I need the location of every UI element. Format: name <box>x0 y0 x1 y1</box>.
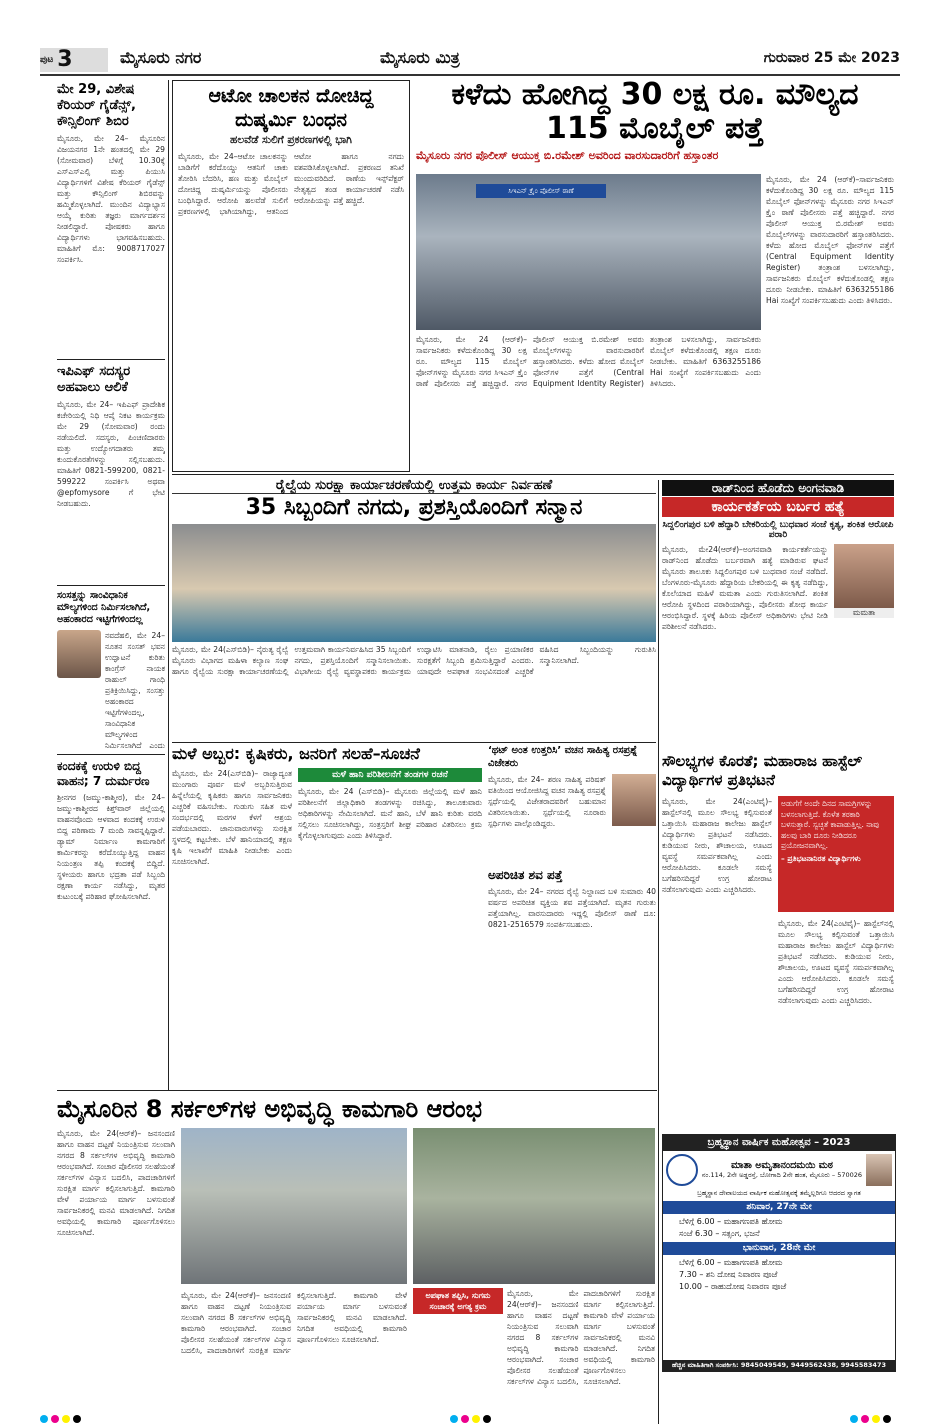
hostel-quote: ಅಡುಗೆಗೆ ಅಂದೇ ದಿನದ ಸಾಮಗ್ರಿಗಳನ್ನು ಬಳಸಲಾಗುತ್ತಿದೆ. ಕೊಳೆತ ತರಕಾರಿ ಬಳಸುತ್ತಾರೆ. ಸ್ವಚ್ಛತೆ ಕಾಪಾಡುತ್ತಿಲ್ಲ. ನಾವು ಹಲವು ಬಾರಿ ದೂರು ನೀಡಿದರೂ ಪ್ರಯೋಜನವಾಗಿಲ್ಲ. <box>781 799 880 850</box>
ad-org: ಮಾತಾ ಅಮೃತಾನಂದಮಯಿ ಮಠ <box>731 1160 833 1171</box>
rain-story <box>172 744 482 944</box>
mobile-body-cont: ಮೈಸೂರು, ಮೇ 24 (ಆರ್‌ಕೆ)–ಸಾರ್ವಜನಿಕರು ಕಳೆದುಕೊಂಡಿದ್ದ 30 ಲಕ್ಷ ರೂ. ಮೌಲ್ಯದ 115 ಮೊಬೈಲ್ ಫೋನ್‌ಗಳನ್ನು ಮೈಸೂರು ನಗರ ಸಿಇಎನ್ ಕ್ರೈಂ ಠಾಣೆ ಪೊಲೀಸರು ಪತ್ತೆ ಹಚ್ಚಿದ್ದಾರೆ. ನಗರ ಪೊಲೀಸ್ ಆಯುಕ್ತ ಬಿ.ರಮೇಶ್ ಅವರು ಮೊಬೈಲ್‌ಗಳನ್ನು ವಾರಸುದಾರರಿಗೆ ಹಸ್ತಾಂತರಿಸಿದರು. ಕಳೆದು ಹೋದ ಮೊಬೈಲ್ ಫೋನ್‌ಗಳ ಪತ್ತೆಗೆ (Central Equipment Identity Register) ತಂತ್ರಾಂಶ ಬಳಸಲಾಗಿದ್ದು, ಸಾರ್ವಜನಿಕರು ಮೊಬೈಲ್ ಕಳೆದುಕೊಂಡಲ್ಲಿ ತಕ್ಷಣ ದೂರು ನೀಡಬೇಕು. ಮಾಹಿತಿಗೆ 6363255186 Hai ಸಂಖ್ಯೆಗೆ ಸಂಪರ್ಕಿಸಬಹುದು ಎಂದು ತಿಳಿಸಿದರು. <box>766 175 894 305</box>
accident-headline: ಕಂದಕಕ್ಕೆ ಉರುಳಿ ಬಿದ್ದ ವಾಹನ; 7 ದುರ್ಮರಣ <box>57 759 150 788</box>
epf-body: ಮೈಸೂರು, ಮೇ 24– ಇಪಿಎಫ್ ಪ್ರಾದೇಶಿಕ ಕಚೇರಿಯಲ್ಲಿ ನಿಧಿ ಆಪ್ಕೆ ನಿಕಟ ಕಾರ್ಯಕ್ರಮ ಮೇ 29 (ಸೋಮವಾರ) ರಂದು ನಡೆಯಲಿದೆ. ಸದಸ್ಯರು, ಪಿಂಚಣಿದಾರರು ಮತ್ತು ಉದ್ಯೋಗದಾತರು ತಮ್ಮ ಕುಂದುಕೊರತೆಗಳನ್ನು ಸಲ್ಲಿಸಬಹುದು. ಮಾಹಿತಿಗೆ 0821-599200, 0821-599222 ಸಂಪರ್ಕಿಸಿ ಅಥವಾ @epfomysore ಗೆ ಭೇಟಿ ನೀಡಬಹುದು. <box>57 400 165 508</box>
section-title: ಮೈಸೂರು ನಗರ <box>120 48 202 67</box>
career-body: ಮೈಸೂರು, ಮೇ 24– ಮೈಸೂರಿನ ವಿಜಯನಗರ 1ನೇ ಹಂತದಲ್ಲಿ ಮೇ 29 (ಸೋಮವಾರ) ಬೆಳಿಗ್ಗೆ 10.30ಕ್ಕೆ ಎಸ್ಎಸ್ಎಲ್ಸಿ ಮತ್ತು ಪಿಯುಸಿ ವಿದ್ಯಾರ್ಥಿಗಳಿಗೆ ವಿಶೇಷ ಕೆರಿಯರ್ ಗೈಡೆನ್ಸ್ ಮತ್ತು ಕೌನ್ಸಿಲಿಂಗ್ ಶಿಬಿರವನ್ನು ಹಮ್ಮಿಕೊಳ್ಳಲಾಗಿದೆ. ಮುಂದಿನ ವಿದ್ಯಾಭ್ಯಾಸ ಆಯ್ಕೆ ಕುರಿತು ತಜ್ಞರು ಮಾರ್ಗದರ್ಶನ ನೀಡಲಿದ್ದಾರೆ. ಪೋಷಕರು ಹಾಗೂ ವಿದ್ಯಾರ್ಥಿಗಳು ಭಾಗವಹಿಸಬಹುದು. ಮಾಹಿತಿಗೆ ಮೊ: 9008717027 ಸಂಪರ್ಕಿಸಿ. <box>57 134 165 264</box>
anganwadi-story <box>662 480 894 748</box>
hostel-headline: ಸೌಲಭ್ಯಗಳ ಕೊರತೆ; ಮಹಾರಾಜ ಹಾಸ್ಟೆಲ್ ವಿದ್ಯಾರ್ಥಿಗಳ ಪ್ರತಿಭಟನೆ <box>662 752 863 789</box>
hostel-quote-box <box>778 796 894 912</box>
registration-marks-right <box>850 1408 894 1427</box>
amma-photo <box>866 1154 892 1186</box>
ad-day1-row: ಸಂಜೆ 6.30 – ಸತ್ಸಂಗ, ಭಜನೆ <box>679 1229 760 1238</box>
circles-red-box: ಅಪಘಾತ ತಪ್ಪಿಸಿ, ಸುಗಮ ಸಂಚಾರಕ್ಕೆ ಅಗತ್ಯ ಕ್ರಮ <box>413 1288 503 1314</box>
rain-headline: ಮಳೆ ಅಬ್ಬರ: ಕೃಷಿಕರು, ಜನರಿಗೆ ಸಲಹೆ–ಸೂಚನೆ <box>172 744 420 763</box>
auto-story <box>172 80 410 472</box>
ad-day1-schedule <box>663 1214 895 1242</box>
mobile-story <box>416 78 894 478</box>
hostel-quote-by: – ಪ್ರತಿಭಟನಾನಿರತ ವಿದ್ಯಾರ್ಥಿಗಳು <box>781 853 861 863</box>
page-label: ಪುಟ <box>40 55 54 65</box>
page-number: 3 <box>57 48 73 72</box>
railway-photo <box>172 524 656 642</box>
issue-date: ಗುರುವಾರ 25 ಮೇ 2023 <box>763 50 900 66</box>
unknown-body: ಮೈಸೂರು, ಮೇ 24– ನಗರದ ರೈಲ್ವೆ ನಿಲ್ದಾಣದ ಬಳಿ ಸುಮಾರು 40 ವರ್ಷದ ಅಪರಿಚಿತ ವ್ಯಕ್ತಿಯ ಶವ ಪತ್ತೆಯಾಗಿದೆ. ಮೃತನ ಗುರುತು ಪತ್ತೆಯಾಗಿಲ್ಲ. ವಾರಸುದಾರರು ಇದ್ದಲ್ಲಿ ಪೊಲೀಸ್ ಠಾಣೆ ದೂ: 0821-2516579 ಸಂಪರ್ಕಿಸಬಹುದು. <box>488 887 656 929</box>
anganwadi-body-text: ಮೈಸೂರು, ಮೇ24(ಆರ್‌ಕೆ)–ಅಂಗನವಾಡಿ ಕಾರ್ಯಕರ್ತೆಯನ್ನು ರಾಡ್‌ನಿಂದ ಹೊಡೆದು ಬರ್ಬರವಾಗಿ ಹತ್ಯೆ ಮಾಡಿರುವ ಘಟನೆ ಮೈಸೂರು ತಾಲೂಕು ಸಿದ್ದಲಿಂಗಪುರ ಬಳಿ ಬುಧವಾರ ಸಂಜೆ ನಡೆದಿದೆ. ಬೆಂಗಳೂರು-ಮೈಸೂರು ಹೆದ್ದಾರಿಯ ಬೇಕರಿಯಲ್ಲಿ ಈ ಕೃತ್ಯ ನಡೆದಿದ್ದು, ಕೊಲೆಯಾದ ಮಹಿಳೆ ಮಮತಾ ಎಂದು ಗುರುತಿಸಲಾಗಿದೆ. ಶಂಕಿತ ಆರೋಪಿ ಸ್ಥಳದಿಂದ ಪರಾರಿಯಾಗಿದ್ದು, ಪೊಲೀಸರು ಶೋಧ ಕಾರ್ಯ ಆರಂಭಿಸಿದ್ದಾರೆ. ಸ್ಥಳಕ್ಕೆ ಹಿರಿಯ ಪೊಲೀಸ್ ಅಧಿಕಾರಿಗಳು ಭೇಟಿ ನೀಡಿ ಪರಿಶೀಲನೆ ನಡೆಸಿದರು. <box>662 545 828 631</box>
award-body: ಮೈಸೂರು, ಮೇ 24– ಶರಣ ಸಾಹಿತ್ಯ ಪರಿಷತ್ ವತಿಯಿಂದ ಆಯೋಜಿಸಿದ್ದ ವಚನ ಸಾಹಿತ್ಯ ರಸಪ್ರಶ್ನೆ ಸ್ಪರ್ಧೆಯಲ್ಲಿ ವಿಜೇತರಾದವರಿಗೆ ಬಹುಮಾನ ವಿತರಿಸಲಾಯಿತು. ಸ್ಪರ್ಧೆಯಲ್ಲಿ ನೂರಾರು ಸ್ಪರ್ಧಿಗಳು ಪಾಲ್ಗೊಂಡಿದ್ದರು. <box>488 775 606 828</box>
hostel-story <box>662 752 894 1124</box>
anganwadi-kicker: ರಾಡ್‌ನಿಂದ ಹೊಡೆದು ಅಂಗನವಾಡಿ <box>662 480 894 496</box>
left-column <box>57 82 165 1012</box>
anganwadi-subhead: ಸಿದ್ದಲಿಂಗಪುರ ಬಳಿ ಹೆದ್ದಾರಿ ಬೇಕರಿಯಲ್ಲಿ ಬುಧವಾರ ಸಂಜೆ ಕೃತ್ಯ, ಶಂಕಿತ ಆರೋಪಿ ಪರಾರಿ <box>662 520 894 540</box>
ad-day1-row: ಬೆಳಿಗ್ಗೆ 6.00 – ಮಹಾಗಣಪತಿ ಹೋಮ <box>679 1217 783 1226</box>
mobile-photo-banner: ಸಿಇಎನ್ ಕ್ರೈಂ ಪೊಲೀಸ್ ಠಾಣೆ <box>476 184 606 198</box>
circle-photo-1 <box>181 1128 407 1284</box>
circles-headline: ಮೈಸೂರಿನ 8 ಸರ್ಕಲ್‌ಗಳ ಅಭಿವೃದ್ಧಿ ಕಾಮಗಾರಿ ಆರಂಭ <box>57 1095 483 1123</box>
railway-story <box>172 478 656 740</box>
victim-caption: ಮಮತಾ <box>834 608 894 618</box>
rahul-photo <box>57 630 101 678</box>
ad-day2-schedule <box>663 1255 895 1295</box>
accident-body: ಶ್ರೀನಗರ (ಜಮ್ಮು-ಕಾಶ್ಮೀರ), ಮೇ 24– ಜಮ್ಮು-ಕಾಶ್ಮೀರದ ಕಿಶ್ತ್‌ವಾರ್ ಜಿಲ್ಲೆಯಲ್ಲಿ ವಾಹನವೊಂದು ಆಳವಾದ ಕಂದಕಕ್ಕೆ ಉರುಳಿ ಬಿದ್ದ ಪರಿಣಾಮ 7 ಮಂದಿ ಸಾವನ್ನಪ್ಪಿದ್ದಾರೆ. ಡ್ಯಾಮ್ ನಿರ್ಮಾಣ ಕಾಮಗಾರಿಗೆ ಕಾರ್ಮಿಕರನ್ನು ಕರೆದೊಯ್ಯುತ್ತಿದ್ದ ವಾಹನ ನಿಯಂತ್ರಣ ತಪ್ಪಿ ಕಂದಕಕ್ಕೆ ಬಿದ್ದಿದೆ. ಸ್ಥಳೀಯರು ಹಾಗೂ ಭದ್ರತಾ ಪಡೆ ಸಿಬ್ಬಂದಿ ರಕ್ಷಣಾ ಕಾರ್ಯ ನಡೆಸಿದ್ದು, ಮೃತರ ಕುಟುಂಬಕ್ಕೆ ಪರಿಹಾರ ಘೋಷಿಸಲಾಗಿದೆ. <box>57 793 165 901</box>
award-story <box>488 744 656 864</box>
railway-body: ಮೈಸೂರು, ಮೇ 24(ಎಸ್‌ಬಿಡಿ)– ನೈರುತ್ಯ ರೈಲ್ವೆ ಮೈಸೂರು ವಿಭಾಗದ ಮಹಿಳಾ ಕಲ್ಯಾಣ ಸಂಘ ಹಾಗೂ ರೈಲ್ವೆಯ ಸುರಕ್ಷಾ ಕಾರ್ಯಾಚರಣೆಯಲ್ಲಿ ಉತ್ತಮವಾಗಿ ಕಾರ್ಯನಿರ್ವಹಿಸಿದ 35 ಸಿಬ್ಬಂದಿಗೆ ನಗದು, ಪ್ರಶಸ್ತಿಯೊಂದಿಗೆ ಸನ್ಮಾನಿಸಲಾಯಿತು. ವಿಭಾಗೀಯ ರೈಲ್ವೆ ವ್ಯವಸ್ಥಾಪಕರು ಕಾರ್ಯಕ್ರಮ ಉದ್ಘಾಟಿಸಿ ಮಾತನಾಡಿ, ರೈಲು ಪ್ರಯಾಣಿಕರ ಸುರಕ್ಷತೆಗೆ ಸಿಬ್ಬಂದಿ ಶ್ರಮಿಸುತ್ತಿದ್ದಾರೆ ಎಂದರು. ಯಾವುದೇ ಅಪಘಾತ ಸಂಭವಿಸದಂತೆ ಎಚ್ಚರಿಕೆ ವಹಿಸಿದ ಸಿಬ್ಬಂದಿಯನ್ನು ಗುರುತಿಸಿ ಸನ್ಮಾನಿಸಲಾಗಿದೆ. <box>172 645 656 676</box>
ad-day2: ಭಾನುವಾರ, 28ನೇ ಮೇ <box>663 1242 895 1255</box>
rain-banner: ಮಳೆ ಹಾನಿ ಪರಿಶೀಲನೆಗೆ ತಂಡಗಳ ರಚನೆ <box>298 768 482 782</box>
rain-body-right: ಮೈಸೂರು, ಮೇ 24 (ಎಸ್‌ಬಿಡಿ)– ಮೈಸೂರು ಜಿಲ್ಲೆಯಲ್ಲಿ ಮಳೆ ಹಾನಿ ಪರಿಶೀಲನೆಗೆ ಜಿಲ್ಲಾಧಿಕಾರಿ ತಂಡಗಳನ್ನು ರಚಿಸಿದ್ದು, ತಾಲೂಕುವಾರು ಅಧಿಕಾರಿಗಳನ್ನು ನೇಮಿಸಲಾಗಿದೆ. ಮನೆ ಹಾನಿ, ಬೆಳೆ ಹಾನಿ ಕುರಿತು ವರದಿ ಸಲ್ಲಿಸಲು ಸೂಚಿಸಲಾಗಿದ್ದು, ಸಂತ್ರಸ್ತರಿಗೆ ಶೀಘ್ರ ಪರಿಹಾರ ವಿತರಿಸಲು ಕ್ರಮ ಕೈಗೊಳ್ಳಲಾಗುವುದು ಎಂದು ತಿಳಿಸಿದ್ದಾರೆ. <box>298 787 482 840</box>
mobile-headline: ಕಳೆದು ಹೋಗಿದ್ದ 30 ಲಕ್ಷ ರೂ. ಮೌಲ್ಯದ 115 ಮೊಬೈಲ್ ಪತ್ತೆ <box>451 78 859 146</box>
registration-marks-center <box>450 1408 494 1427</box>
railway-kicker: ರೈಲ್ವೆಯ ಸುರಕ್ಷಾ ಕಾರ್ಯಾಚರಣೆಯಲ್ಲಿ ಉತ್ತಮ ಕಾರ್ಯ ನಿರ್ವಹಣೆ <box>172 478 656 494</box>
anganwadi-body <box>662 544 892 744</box>
auto-subhead: ಹಲವೆಡೆ ಸುಲಿಗೆ ಪ್ರಕರಣಗಳಲ್ಲಿ ಭಾಗಿ <box>230 134 352 146</box>
auto-body: ಮೈಸೂರು, ಮೇ 24–ಆಟೋ ಚಾಲಕನನ್ನು ಬಾಡಿಗೆಗೆ ಕರೆದೊಯ್ದು ಆತನಿಗೆ ಚಾಕು ತೋರಿಸಿ ಬೆದರಿಸಿ, ಹಣ ಮತ್ತು ಮೊಬೈಲ್ ದೋಚಿದ್ದ ದುಷ್ಕರ್ಮಿಯನ್ನು ಪೊಲೀಸರು ಬಂಧಿಸಿದ್ದಾರೆ. ಆರೋಪಿ ಹಲವೆಡೆ ಸುಲಿಗೆ ಪ್ರಕರಣಗಳಲ್ಲಿ ಭಾಗಿಯಾಗಿದ್ದು, ಆತನಿಂದ ಆಟೋ ಹಾಗೂ ನಗದು ವಶಪಡಿಸಿಕೊಳ್ಳಲಾಗಿದೆ. ಪ್ರಕರಣದ ತನಿಖೆ ಮುಂದುವರಿದಿದೆ. ಠಾಣೆಯ ಇನ್ಸ್‌ಪೆಕ್ಟರ್ ನೇತೃತ್ವದ ತಂಡ ಕಾರ್ಯಾಚರಣೆ ನಡೆಸಿ ಆರೋಪಿಯನ್ನು ಪತ್ತೆ ಹಚ್ಚಿದೆ. <box>178 152 404 216</box>
masthead: ಮೈಸೂರು ಮಿತ್ರ <box>380 48 460 67</box>
ad-title: ಬ್ರಹ್ಮಸ್ಥಾನ ವಾರ್ಷಿಕ ಮಹೋತ್ಸವ – 2023 <box>663 1135 895 1151</box>
circles-body-cont2: ಮೈಸೂರು, ಮೇ 24(ಆರ್‌ಕೆ)– ಜನಸಂದಣಿ ಹಾಗೂ ವಾಹನ ದಟ್ಟಣೆ ನಿಯಂತ್ರಿಸುವ ಸಲುವಾಗಿ ನಗರದ 8 ಸರ್ಕಲ್‌ಗಳ ಅಭಿವೃದ್ಧಿ ಕಾಮಗಾರಿ ಆರಂಭವಾಗಿದೆ. ಸಂಚಾರ ಪೊಲೀಸರ ಸಲಹೆಯಂತೆ ಸರ್ಕಲ್‌ಗಳ ವಿನ್ಯಾಸ ಬದಲಿಸಿ, ಪಾದಚಾರಿಗಳಿಗೆ ಸುರಕ್ಷಿತ ಮಾರ್ಗ ಕಲ್ಪಿಸಲಾಗುತ್ತಿದೆ. ಕಾಮಗಾರಿ ವೇಳೆ ಪರ್ಯಾಯ ಮಾರ್ಗ ಬಳಸುವಂತೆ ಸಾರ್ವಜನಿಕರಲ್ಲಿ ಮನವಿ ಮಾಡಲಾಗಿದೆ. ನಿಗದಿತ ಅವಧಿಯಲ್ಲಿ ಕಾಮಗಾರಿ ಪೂರ್ಣಗೊಳಿಸಲು ಸೂಚಿಸಲಾಗಿದೆ. <box>507 1289 655 1386</box>
mobile-subhead: ಮೈಸೂರು ನಗರ ಪೊಲೀಸ್ ಆಯುಕ್ತ ಬಿ.ರಮೇಶ್ ಅವರಿಂದ ವಾರಸುದಾರರಿಗೆ ಹಸ್ತಾಂತರ <box>416 149 719 162</box>
hostel-body-cont: ಮೈಸೂರು, ಮೇ 24(ಎಂಟಿವೈ)– ಹಾಸ್ಟೆಲ್‌ನಲ್ಲಿ ಮೂಲ ಸೌಲಭ್ಯ ಕಲ್ಪಿಸುವಂತೆ ಒತ್ತಾಯಿಸಿ ಮಹಾರಾಜ ಕಾಲೇಜು ಹಾಸ್ಟೆಲ್ ವಿದ್ಯಾರ್ಥಿಗಳು ಪ್ರತಿಭಟನೆ ನಡೆಸಿದರು. ಕುಡಿಯುವ ನೀರು, ಶೌಚಾಲಯ, ಊಟದ ವ್ಯವಸ್ಥೆ ಸಮರ್ಪಕವಾಗಿಲ್ಲ ಎಂದು ಆರೋಪಿಸಿದರು. ಕೂಡಲೇ ಸಮಸ್ಯೆ ಬಗೆಹರಿಸದಿದ್ದರೆ ಉಗ್ರ ಹೋರಾಟ ನಡೆಸಲಾಗುವುದು ಎಂದು ಎಚ್ಚರಿಸಿದರು. <box>778 919 894 1005</box>
ad-invite: ಬ್ರಹ್ಮಸ್ಥಾನ ದೇವಾಲಯದ ವಾರ್ಷಿಕ ಮಹೋತ್ಸವಕ್ಕೆ ತಮ್ಮೆಲ್ಲರಿಗೂ ಆದರದ ಸ್ವಾಗತ <box>697 1189 861 1197</box>
circle-photo-2 <box>413 1128 655 1284</box>
rahul-headline: ಸಂಸತ್ತನ್ನು ಸಾಂವಿಧಾನಿಕ ಮೌಲ್ಯಗಳಿಂದ ನಿರ್ಮಿಸಲಾಗಿದೆ, ಅಹಂಕಾರದ ಇಟ್ಟಿಗೆಗಳಿಂದಲ್ಲ <box>57 590 151 625</box>
ad-day2-row: 10.00 – ರಾಹುದೋಷ ನಿವಾರಣ ಪೂಜೆ <box>679 1282 787 1291</box>
circles-story <box>57 1094 655 1410</box>
om-logo-icon <box>666 1154 698 1186</box>
career-headline: ಮೇ 29, ವಿಶೇಷ ಕೆರಿಯರ್ ಗೈಡೆನ್ಸ್, ಕೌನ್ಸಿಲಿಂಗ್ ಶಿಬಿರ <box>57 82 136 129</box>
ad-day2-row: 7.30 – ಶನಿ ದೋಷ ನಿವಾರಣ ಪೂಜೆ <box>679 1270 778 1279</box>
ad-address: ನಂ.114, 2ನೇ ಅಡ್ಡರಸ್ತೆ, ಬೋಗಾದಿ 2ನೇ ಹಂತ, ಮೈಸೂರು – 570026 <box>701 1171 863 1179</box>
circles-body: ಮೈಸೂರು, ಮೇ 24(ಆರ್‌ಕೆ)– ಜನಸಂದಣಿ ಹಾಗೂ ವಾಹನ ದಟ್ಟಣೆ ನಿಯಂತ್ರಿಸುವ ಸಲುವಾಗಿ ನಗರದ 8 ಸರ್ಕಲ್‌ಗಳ ಅಭಿವೃದ್ಧಿ ಕಾಮಗಾರಿ ಆರಂಭವಾಗಿದೆ. ಸಂಚಾರ ಪೊಲೀಸರ ಸಲಹೆಯಂತೆ ಸರ್ಕಲ್‌ಗಳ ವಿನ್ಯಾಸ ಬದಲಿಸಿ, ಪಾದಚಾರಿಗಳಿಗೆ ಸುರಕ್ಷಿತ ಮಾರ್ಗ ಕಲ್ಪಿಸಲಾಗುತ್ತಿದೆ. ಕಾಮಗಾರಿ ವೇಳೆ ಪರ್ಯಾಯ ಮಾರ್ಗ ಬಳಸುವಂತೆ ಸಾರ್ವಜನಿಕರಲ್ಲಿ ಮನವಿ ಮಾಡಲಾಗಿದೆ. ನಿಗದಿತ ಅವಧಿಯಲ್ಲಿ ಕಾಮಗಾರಿ ಪೂರ್ಣಗೊಳಿಸಲು ಸೂಚಿಸಲಾಗಿದೆ. <box>57 1129 175 1237</box>
mobile-body: ಮೈಸೂರು, ಮೇ 24 (ಆರ್‌ಕೆ)–ಸಾರ್ವಜನಿಕರು ಕಳೆದುಕೊಂಡಿದ್ದ 30 ಲಕ್ಷ ರೂ. ಮೌಲ್ಯದ 115 ಮೊಬೈಲ್ ಫೋನ್‌ಗಳನ್ನು ಮೈಸೂರು ನಗರ ಸಿಇಎನ್ ಕ್ರೈಂ ಠಾಣೆ ಪೊಲೀಸರು ಪತ್ತೆ ಹಚ್ಚಿದ್ದಾರೆ. ನಗರ ಪೊಲೀಸ್ ಆಯುಕ್ತ ಬಿ.ರಮೇಶ್ ಅವರು ಮೊಬೈಲ್‌ಗಳನ್ನು ವಾರಸುದಾರರಿಗೆ ಹಸ್ತಾಂತರಿಸಿದರು. ಕಳೆದು ಹೋದ ಮೊಬೈಲ್ ಫೋನ್‌ಗಳ ಪತ್ತೆಗೆ (Central Equipment Identity Register) ತಂತ್ರಾಂಶ ಬಳಸಲಾಗಿದ್ದು, ಸಾರ್ವಜನಿಕರು ಮೊಬೈಲ್ ಕಳೆದುಕೊಂಡಲ್ಲಿ ತಕ್ಷಣ ದೂರು ನೀಡಬೇಕು. ಮಾಹಿತಿಗೆ 6363255186 Hai ಸಂಖ್ಯೆಗೆ ಸಂಪರ್ಕಿಸಬಹುದು ಎಂದು ತಿಳಿಸಿದರು. <box>416 335 761 388</box>
registration-marks <box>40 1408 84 1427</box>
rahul-body: ನವದೆಹಲಿ, ಮೇ 24– ನೂತನ ಸಂಸತ್ ಭವನ ಉದ್ಘಾಟನೆ ಕುರಿತು ಕಾಂಗ್ರೆಸ್ ನಾಯಕ ರಾಹುಲ್ ಗಾಂಧಿ ಪ್ರತಿಕ್ರಿಯಿಸಿದ್ದು, ಸಂಸತ್ತು ಅಹಂಕಾರದ ಇಟ್ಟಿಗೆಗಳಿಂದಲ್ಲ, ಸಾಂವಿಧಾನಿಕ ಮೌಲ್ಯಗಳಿಂದ ನಿರ್ಮಿಸಲಾಗಿದೆ ಎಂದು <box>105 631 165 750</box>
award-headline: ‘ಥಟ್ ಅಂತ ಉತ್ತರಿಸಿ’ ವಚನ ಸಾಹಿತ್ಯ ರಸಪ್ರಶ್ನೆ ವಿಜೇತರು <box>488 745 638 769</box>
anganwadi-headline: ಕಾರ್ಯಕರ್ತೆಯ ಬರ್ಬರ ಹತ್ಯೆ <box>662 497 894 517</box>
epf-headline: ಇಪಿಎಫ್ ಸದಸ್ಯರ ಅಹವಾಲು ಆಲಿಕೆ <box>57 364 131 395</box>
unknown-headline: ಅಪರಿಚಿತ ಶವ ಪತ್ತೆ <box>488 868 563 882</box>
winner-photo <box>612 774 656 826</box>
brahmasthana-ad <box>662 1134 896 1372</box>
page-header <box>40 46 900 76</box>
railway-headline: 35 ಸಿಬ್ಬಂದಿಗೆ ನಗದು, ಪ್ರಶಸ್ತಿಯೊಂದಿಗೆ ಸನ್ಮಾನ <box>245 495 583 520</box>
unknown-body-story <box>488 868 656 1008</box>
circles-body-cont: ಮೈಸೂರು, ಮೇ 24(ಆರ್‌ಕೆ)– ಜನಸಂದಣಿ ಹಾಗೂ ವಾಹನ ದಟ್ಟಣೆ ನಿಯಂತ್ರಿಸುವ ಸಲುವಾಗಿ ನಗರದ 8 ಸರ್ಕಲ್‌ಗಳ ಅಭಿವೃದ್ಧಿ ಕಾಮಗಾರಿ ಆರಂಭವಾಗಿದೆ. ಸಂಚಾರ ಪೊಲೀಸರ ಸಲಹೆಯಂತೆ ಸರ್ಕಲ್‌ಗಳ ವಿನ್ಯಾಸ ಬದಲಿಸಿ, ಪಾದಚಾರಿಗಳಿಗೆ ಸುರಕ್ಷಿತ ಮಾರ್ಗ ಕಲ್ಪಿಸಲಾಗುತ್ತಿದೆ. ಕಾಮಗಾರಿ ವೇಳೆ ಪರ್ಯಾಯ ಮಾರ್ಗ ಬಳಸುವಂತೆ ಸಾರ್ವಜನಿಕರಲ್ಲಿ ಮನವಿ ಮಾಡಲಾಗಿದೆ. ನಿಗದಿತ ಅವಧಿಯಲ್ಲಿ ಕಾಮಗಾರಿ ಪೂರ್ಣಗೊಳಿಸಲು ಸೂಚಿಸಲಾಗಿದೆ. <box>181 1291 407 1355</box>
hostel-body: ಮೈಸೂರು, ಮೇ 24(ಎಂಟಿವೈ)– ಹಾಸ್ಟೆಲ್‌ನಲ್ಲಿ ಮೂಲ ಸೌಲಭ್ಯ ಕಲ್ಪಿಸುವಂತೆ ಒತ್ತಾಯಿಸಿ ಮಹಾರಾಜ ಕಾಲೇಜು ಹಾಸ್ಟೆಲ್ ವಿದ್ಯಾರ್ಥಿಗಳು ಪ್ರತಿಭಟನೆ ನಡೆಸಿದರು. ಕುಡಿಯುವ ನೀರು, ಶೌಚಾಲಯ, ಊಟದ ವ್ಯವಸ್ಥೆ ಸಮರ್ಪಕವಾಗಿಲ್ಲ ಎಂದು ಆರೋಪಿಸಿದರು. ಕೂಡಲೇ ಸಮಸ್ಯೆ ಬಗೆಹರಿಸದಿದ್ದರೆ ಉಗ್ರ ಹೋರಾಟ ನಡೆಸಲಾಗುವುದು ಎಂದು ಎಚ್ಚರಿಸಿದರು. <box>662 797 772 894</box>
mobile-photo <box>416 174 761 330</box>
rain-body-left: ಮೈಸೂರು, ಮೇ 24(ಎಸ್‌ಬಿಡಿ)– ರಾಜ್ಯಾದ್ಯಂತ ಮುಂಗಾರು ಪೂರ್ವ ಮಳೆ ಅಬ್ಬರಿಸುತ್ತಿರುವ ಹಿನ್ನೆಲೆಯಲ್ಲಿ ಕೃಷಿಕರು ಹಾಗೂ ಸಾರ್ವಜನಿಕರು ಎಚ್ಚರಿಕೆ ವಹಿಸಬೇಕು. ಗುಡುಗು ಸಹಿತ ಮಳೆ ಸಂದರ್ಭದಲ್ಲಿ ಮರಗಳ ಕೆಳಗೆ ಆಶ್ರಯ ಪಡೆಯಬಾರದು. ಜಾನುವಾರುಗಳನ್ನು ಸುರಕ್ಷಿತ ಸ್ಥಳದಲ್ಲಿ ಕಟ್ಟಬೇಕು. ಬೆಳೆ ಹಾನಿಯಾದಲ್ಲಿ ತಕ್ಷಣ ಕೃಷಿ ಇಲಾಖೆಗೆ ಮಾಹಿತಿ ನೀಡಬೇಕು ಎಂದು ಸೂಚಿಸಲಾಗಿದೆ. <box>172 769 292 866</box>
ad-day1: ಶನಿವಾರ, 27ನೇ ಮೇ <box>663 1201 895 1214</box>
page-number-box <box>40 48 108 72</box>
ad-day2-row: ಬೆಳಿಗ್ಗೆ 6.00 – ಮಹಾಗಣಪತಿ ಹೋಮ <box>679 1258 783 1267</box>
auto-headline: ಆಟೋ ಚಾಲಕನ ದೋಚಿದ್ದ ದುಷ್ಕರ್ಮಿ ಬಂಧನ <box>208 85 374 131</box>
ad-contact: ಹೆಚ್ಚಿನ ಮಾಹಿತಿಗಾಗಿ ಸಂಪರ್ಕಿಸಿ: 9845049549, 9449562438, 9945583473 <box>663 1360 895 1371</box>
